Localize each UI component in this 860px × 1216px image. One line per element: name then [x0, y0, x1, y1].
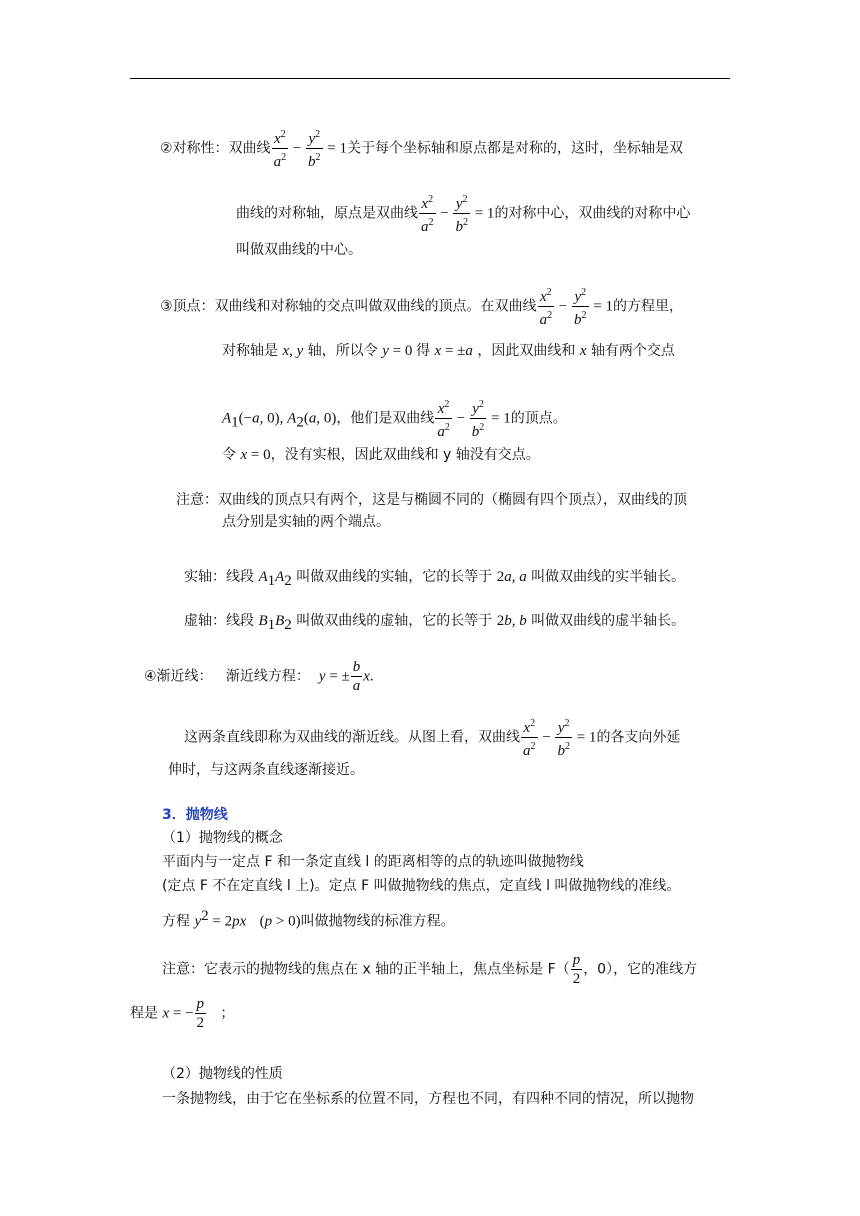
properties-line-1: 一条抛物线，由于它在坐标系的位置不同，方程也不同，有四种不同的情况，所以抛物 — [162, 1091, 694, 1107]
definition-line-2: (定点 F 不在定直线 l 上)。定点 F 叫做抛物线的焦点，定直线 l 叫做抛物线的准线。 — [162, 878, 681, 894]
definition-line-1: 平面内与一定点 F 和一条定直线 l 的距离相等的点的轨迹叫做抛物线 — [162, 854, 584, 870]
symmetry-line-2: 曲线的对称轴，原点是双曲线 $\frac{x^2}{a^2}$ − $\frac{y^2}{b^2}$ = 1的对称中心，双曲线的对称中心 — [236, 191, 690, 236]
real-axis-line: 实轴：线段 $A_1A_2$ 叫做双曲线的实轴，它的长等于 2a, a 叫做双曲线的实半轴长。 — [184, 569, 686, 589]
subsection-properties: （2）抛物线的性质 — [162, 1066, 283, 1082]
symmetry-line-3: 叫做双曲线的中心。 — [236, 242, 362, 258]
asymptote-line-2: 这两条直线即称为双曲线的渐近线。从图上看，双曲线 $\frac{x^2}{a^2}$ − $\frac{y^2}{b^2}$ = 1的各支向外延 — [184, 715, 680, 760]
note-vertex-line-2: 点分别是实轴的两个端点。 — [222, 514, 390, 530]
vertex-line-3: $A_1(-a$, 0), $A_2(a$, 0)，他们是双曲线 $\frac{x^2}{a^2}$ − $\frac{y^2}{b^2}$ = 1的顶点。 — [222, 396, 567, 441]
section-title-parabola: 3．抛物线 — [162, 807, 228, 823]
note-vertex-line-1: 注意：双曲线的顶点只有两个，这是与椭圆不同的（椭圆有四个顶点），双曲线的顶 — [176, 492, 687, 508]
subsection-concept: （1）抛物线的概念 — [162, 830, 283, 846]
symmetry-line-1: ②对称性：双曲线 $\frac{x^2}{a^2}$ − $\frac{y^2}{b^2}$ = 1关于每个坐标轴和原点都是对称的，这时，坐标轴是双 — [160, 126, 683, 171]
standard-equation-line: 方程 $y^2 = 2px$ (p > 0)叫做抛物线的标准方程。 — [162, 908, 455, 930]
vertex-line-1: ③顶点：双曲线和对称轴的交点叫做双曲线的顶点。在双曲线 $\frac{x^2}{a^2}$ − $\frac{y^2}{b^2}$ = 1的方程里， — [160, 284, 683, 329]
focus-note-line-2: 程是 x = − $\frac{p}{2}$ ； — [130, 996, 235, 1031]
vertex-line-2: 对称轴是 x, y 轴，所以令 y = 0 得 x = ±a ，因此双曲线和 x 轴有两个交点 — [222, 343, 675, 359]
imag-axis-line: 虚轴：线段 $B_1B_2$ 叫做双曲线的虚轴，它的长等于 2b, b 叫做双曲线的虚半轴长。 — [184, 613, 686, 633]
vertex-line-4: 令 x = 0，没有实根，因此双曲线和 y 轴没有交点。 — [222, 447, 540, 463]
asymptote-line-3: 伸时，与这两条直线逐渐接近。 — [168, 762, 364, 778]
header-rule — [130, 78, 730, 79]
asymptote-line-1: ④渐近线： 渐近线方程： y = ± $\frac{b}{a}$ x. — [144, 659, 374, 694]
focus-note-line-1: 注意：它表示的抛物线的焦点在 x 轴的正半轴上，焦点坐标是 F（ $\frac{p}{2}$ ，0），它的准线方 — [162, 952, 698, 987]
